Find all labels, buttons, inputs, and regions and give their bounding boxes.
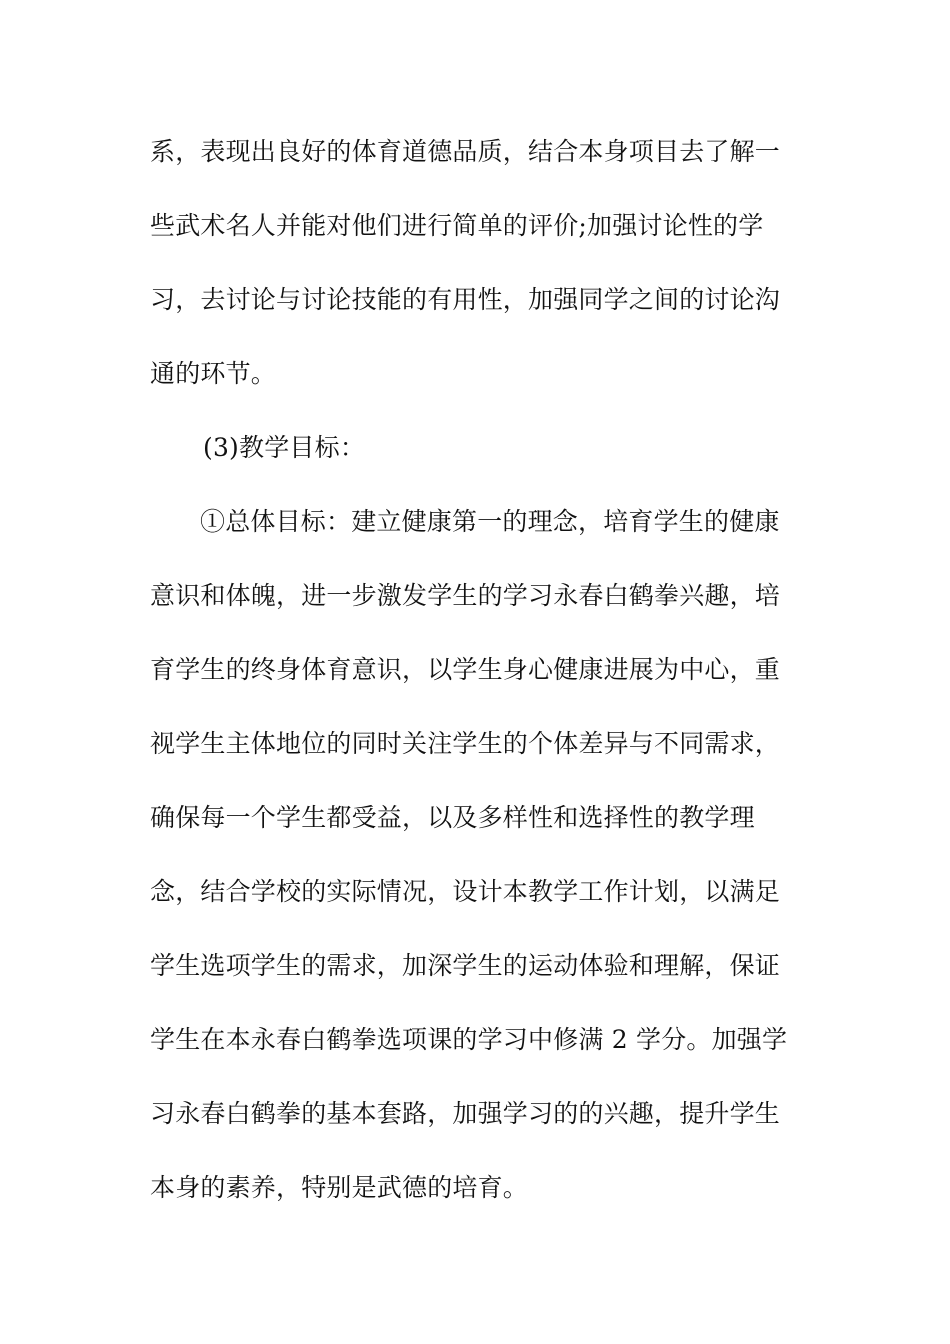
section-heading: (3)教学目标： [203,433,366,462]
paragraph-line: 意识和体魄，进一步激发学生的学习永春白鹤拳兴趣，培 [150,581,781,610]
paragraph-line: 育学生的终身体育意识，以学生身心健康进展为中心，重 [150,655,781,684]
paragraph-line: 学生在本永春白鹤拳选项课的学习中修满 2 学分。加强学 [150,1025,788,1054]
paragraph-line: 学生选项学生的需求，加深学生的运动体验和理解，保证 [150,951,781,980]
paragraph-line: 念，结合学校的实际情况，设计本教学工作计划，以满足 [150,877,781,906]
paragraph-line: 习，去讨论与讨论技能的有用性，加强同学之间的讨论沟 [150,285,781,314]
paragraph-line: 本身的素养，特别是武德的培育。 [150,1173,529,1202]
paragraph-line: 视学生主体地位的同时关注学生的个体差异与不同需求， [150,729,781,758]
paragraph-line: 习永春白鹤拳的基本套路，加强学习的的兴趣，提升学生 [150,1099,781,1128]
paragraph-line: ①总体目标：建立健康第一的理念，培育学生的健康 [200,507,780,536]
paragraph-line: 系，表现出良好的体育道德品质，结合本身项目去了解一 [150,137,781,166]
paragraph-line: 些武术名人并能对他们进行简单的评价;加强讨论性的学 [150,211,764,240]
paragraph-line: 确保每一个学生都受益，以及多样性和选择性的教学理 [150,803,755,832]
paragraph-line: 通的环节。 [150,359,277,388]
